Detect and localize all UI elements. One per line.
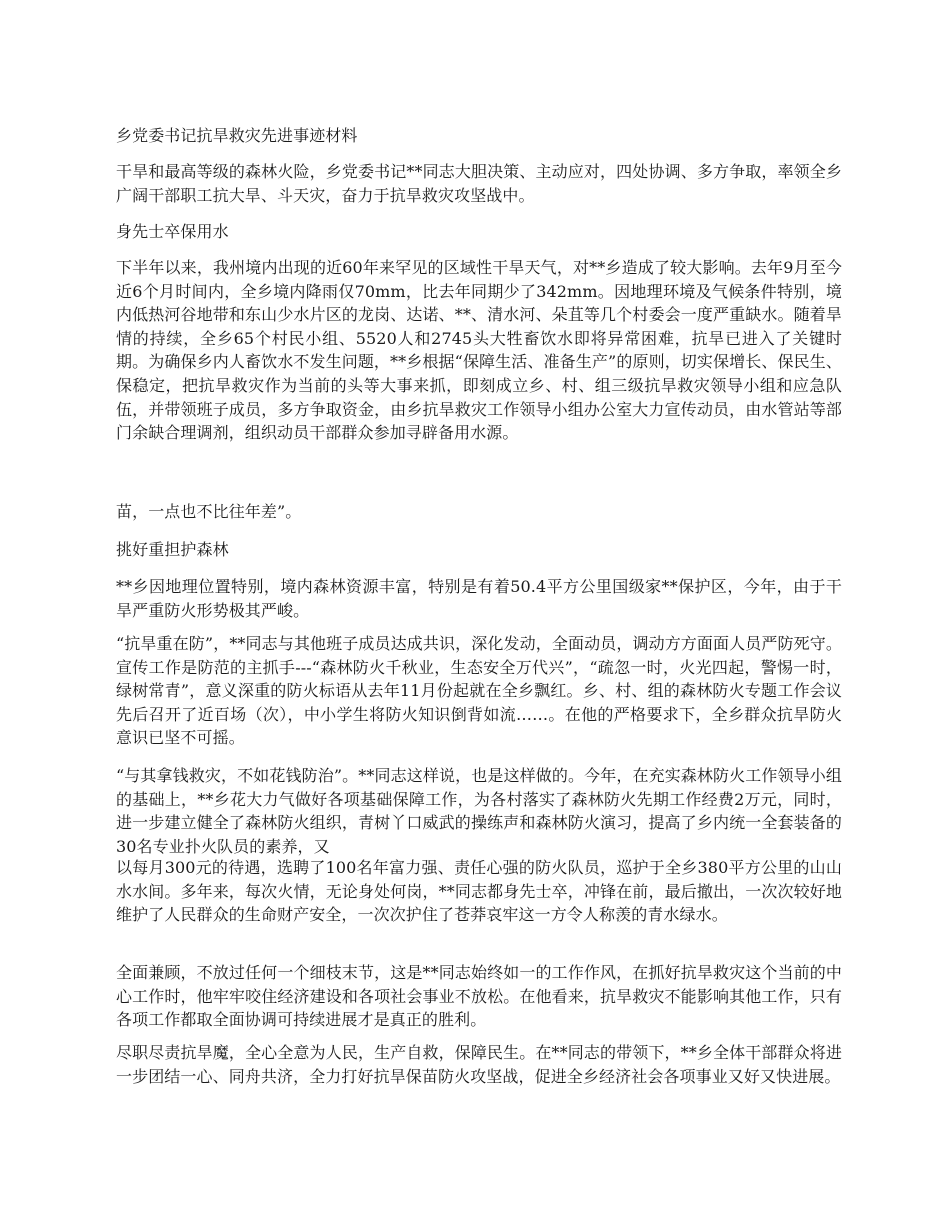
paragraph-overall: 全面兼顾，不放过任何一个细枝末节，这是**同志始终如一的工作作风，在抓好抗旱救灾这个当前的中心工作时，他牢牢咬住经济建设和各项社会事业不放松。在他看来，抗旱救灾不能影响其他工作，只有各项工作都取全面协调可持续进展才是真正的胜利。 bbox=[116, 963, 842, 1030]
paragraph-patrol: 以每月300元的待遇，选聘了100名年富力强、责任心强的防火队员，巡护于全乡380平方公里的山山水水间。多年来，每次火情，无论身处何岗，**同志都身先士卒，冲锋在前，最后撤出，一次次较好地维护了人民群众的生命财产安全，一次次护住了苍莽哀牢这一方令人称羡的青水绿水。 bbox=[116, 858, 842, 925]
section-heading-water: 身先士卒保用水 bbox=[116, 222, 229, 241]
paragraph-funding: “与其拿钱救灾，不如花钱防治”。**同志这样说，也是这样做的。今年，在充实森林防火工作领导小组的基础上，**乡花大力气做好各项基础保障工作，为各村落实了森林防火先期工作经费2万元，同时，进一步建立健全了森林防火组织，青树丫口威武的操练声和森林防火演习，提高了乡内统一全套装备的30名专业扑火队员的素养，又 bbox=[116, 766, 842, 856]
document-title: 乡党委书记抗旱救灾先进事迹材料 bbox=[116, 126, 358, 145]
paragraph-forest-resources: **乡因地理位置特别，境内森林资源丰富，特别是有着50.4平方公里国级家**保护区，今年，由于干旱严重防火形势极其严峻。 bbox=[116, 577, 842, 620]
paragraph-prevention: “抗旱重在防”，**同志与其他班子成员达成共识，深化发动，全面动员，调动方方面面人员严防死守。宣传工作是防范的主抓手---“森林防火千秋业，生态安全万代兴”，“疏忽一时，火光四起，警惕一时，绿树常青”，意义深重的防火标语从去年11月份起就在全乡飘红。乡、村、组的森林防火专题工作会议先后召开了近百场（次），中小学生将防火知识倒背如流……。在他的严格要求下，全乡群众抗旱防火意识已坚不可摇。 bbox=[116, 634, 842, 748]
paragraph-conclusion: 尽职尽责抗旱魔，全心全意为人民，生产自救，保障民生。在**同志的带领下，**乡全体干部群众将进一步团结一心、同舟共济，全力打好抗旱保苗防火攻坚战，促进全乡经济社会各项事业又好又快进展。 bbox=[116, 1043, 842, 1086]
paragraph-intro: 干旱和最高等级的森林火险，乡党委书记**同志大胆决策、主动应对，四处协调、多方争取，率领全乡广阔干部职工抗大旱、斗天灾，奋力于抗旱救灾攻坚战中。 bbox=[116, 162, 842, 205]
paragraph-fragment: 苗，一点也不比往年差”。 bbox=[116, 502, 302, 521]
section-heading-forest: 挑好重担护森林 bbox=[116, 540, 229, 559]
paragraph-drought: 下半年以来，我州境内出现的近60年来罕见的区域性干旱天气，对**乡造成了较大影响。去年9月至今近6个月时间内，全乡境内降雨仅70mm，比去年同期少了342mm。因地理环境及气候条件特别，境内低热河谷地带和东山少水片区的龙岗、达诺、**、清水河、朵苴等几个村委会一度严重缺水。随着旱情的持续，全乡65个村民小组、5520人和2745头大牲畜饮水即将异常困难，抗旱已进入了关键时期。为确保乡内人畜饮水不发生问题，**乡根据“保障生活、准备生产”的原则，切实保增长、保民生、保稳定，把抗旱救灾作为当前的头等大事来抓，即刻成立乡、村、组三级抗旱救灾领导小组和应急队伍，并带领班子成员，多方争取资金，由乡抗旱救灾工作领导小组办公室大力宣传动员，由水管站等部门余缺合理调剂，组织动员干部群众参加寻辟备用水源。 bbox=[116, 258, 842, 443]
